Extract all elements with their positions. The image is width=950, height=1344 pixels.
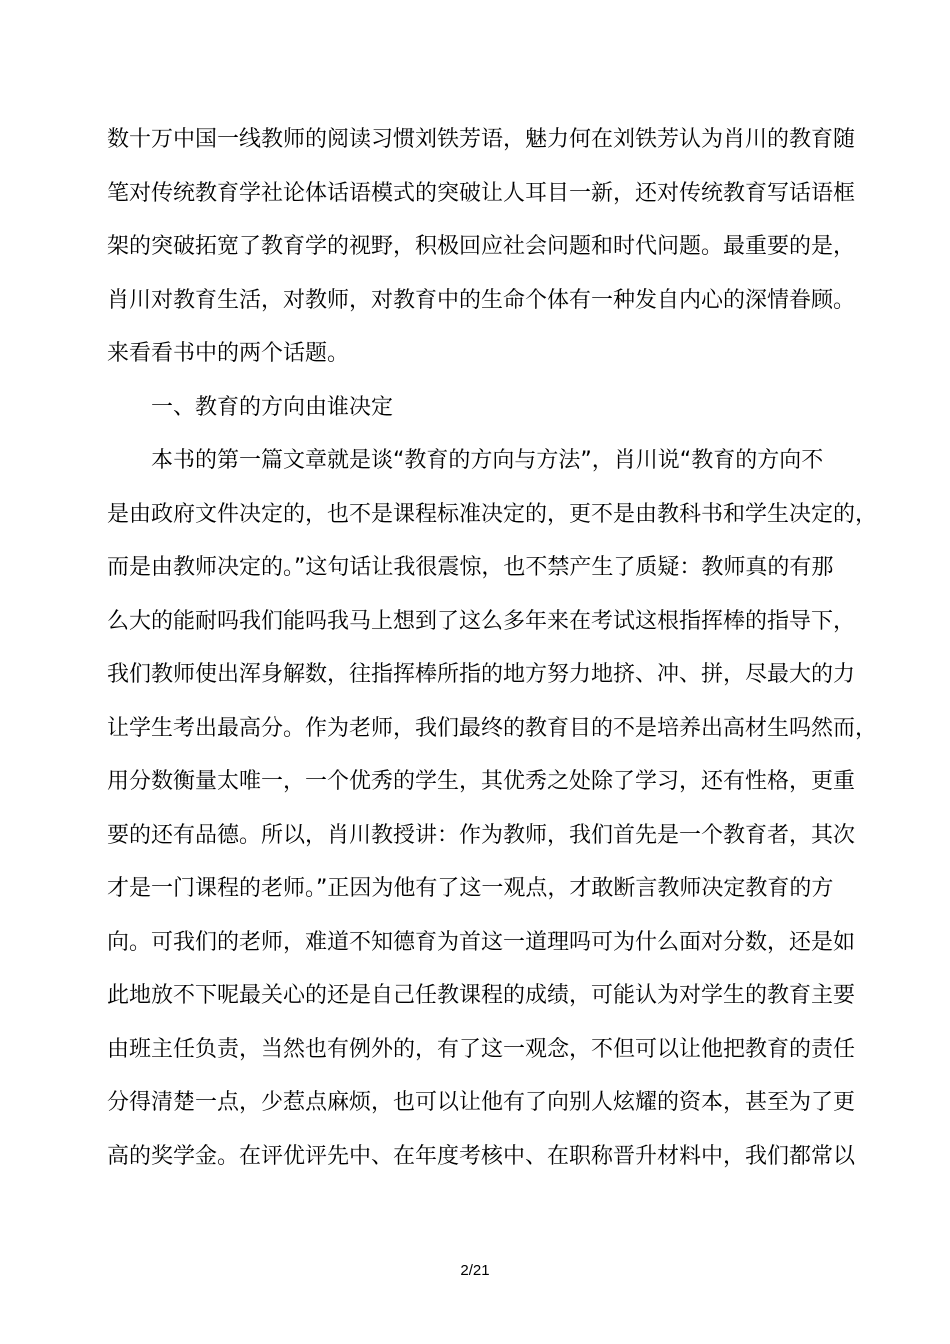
page-number: 2/21 — [460, 1262, 490, 1279]
body-text — [107, 118, 878, 1188]
text-line: 架的突破拓宽了教育学的视野，积极回应社会问题和时代问题。最重要的是， — [107, 234, 856, 259]
text-line: 是由政府文件决定的，也不是课程标准决定的，更不是由教科书和学生决定的， — [107, 501, 878, 527]
text-line: 向。可我们的老师，难道不知德育为首这一道理吗可为什么面对分数，还是如 — [107, 929, 856, 955]
text-line: 由班主任负责，当然也有例外的，有了这一观念，不但可以让他把教育的责任 — [107, 1036, 856, 1062]
text-line: 么大的能耐吗我们能吗我马上想到了这么多年来在考试这根指挥棒的指导下， — [107, 608, 856, 634]
text-line: 笔对传统教育学社论体话语模式的突破让人耳目一新，还对传统教育写话语框 — [107, 180, 856, 206]
text-line: 让学生考出最高分。作为老师，我们最终的教育目的不是培养出高材生吗然而， — [107, 715, 878, 741]
text-line: 肖川对教育生活，对教师，对教育中的生命个体有一种发自内心的深情眷顾。 — [107, 287, 856, 313]
text-line: 分得清楚一点，少惹点麻烦，也可以让他有了向别人炫耀的资本，甚至为了更 — [107, 1090, 856, 1115]
text-line: 本书的第一篇文章就是谈“教育的方向与方法”，肖川说“教育的方向不 — [151, 448, 824, 473]
text-line: 我们教师使出浑身解数，往指挥棒所指的地方努力地挤、冲、拼，尽最大的力 — [107, 662, 856, 687]
text-line: 要的还有品德。所以，肖川教授讲：作为教师，我们首先是一个教育者，其次 — [107, 822, 856, 848]
text-line: 用分数衡量太唯一，一个优秀的学生，其优秀之处除了学习，还有性格，更重 — [107, 769, 856, 794]
text-line: 而是由教师决定的。”这句话让我很震惊，也不禁产生了质疑：教师真的有那 — [107, 555, 834, 580]
text-line: 才是一门课程的老师。”正因为他有了这一观点，才敢断言教师决定教育的方 — [107, 876, 834, 901]
section-heading: 一、教育的方向由谁决定 — [151, 394, 394, 420]
text-line: 高的奖学金。在评优评先中、在年度考核中、在职称晋升材料中，我们都常以 — [107, 1143, 856, 1169]
text-line: 此地放不下呢最关心的还是自己任教课程的成绩，可能认为对学生的教育主要 — [107, 983, 856, 1008]
text-line: 数十万中国一线教师的阅读习惯刘铁芳语，魅力何在刘铁芳认为肖川的教育随 — [107, 127, 856, 152]
text-line: 来看看书中的两个话题。 — [107, 341, 350, 366]
